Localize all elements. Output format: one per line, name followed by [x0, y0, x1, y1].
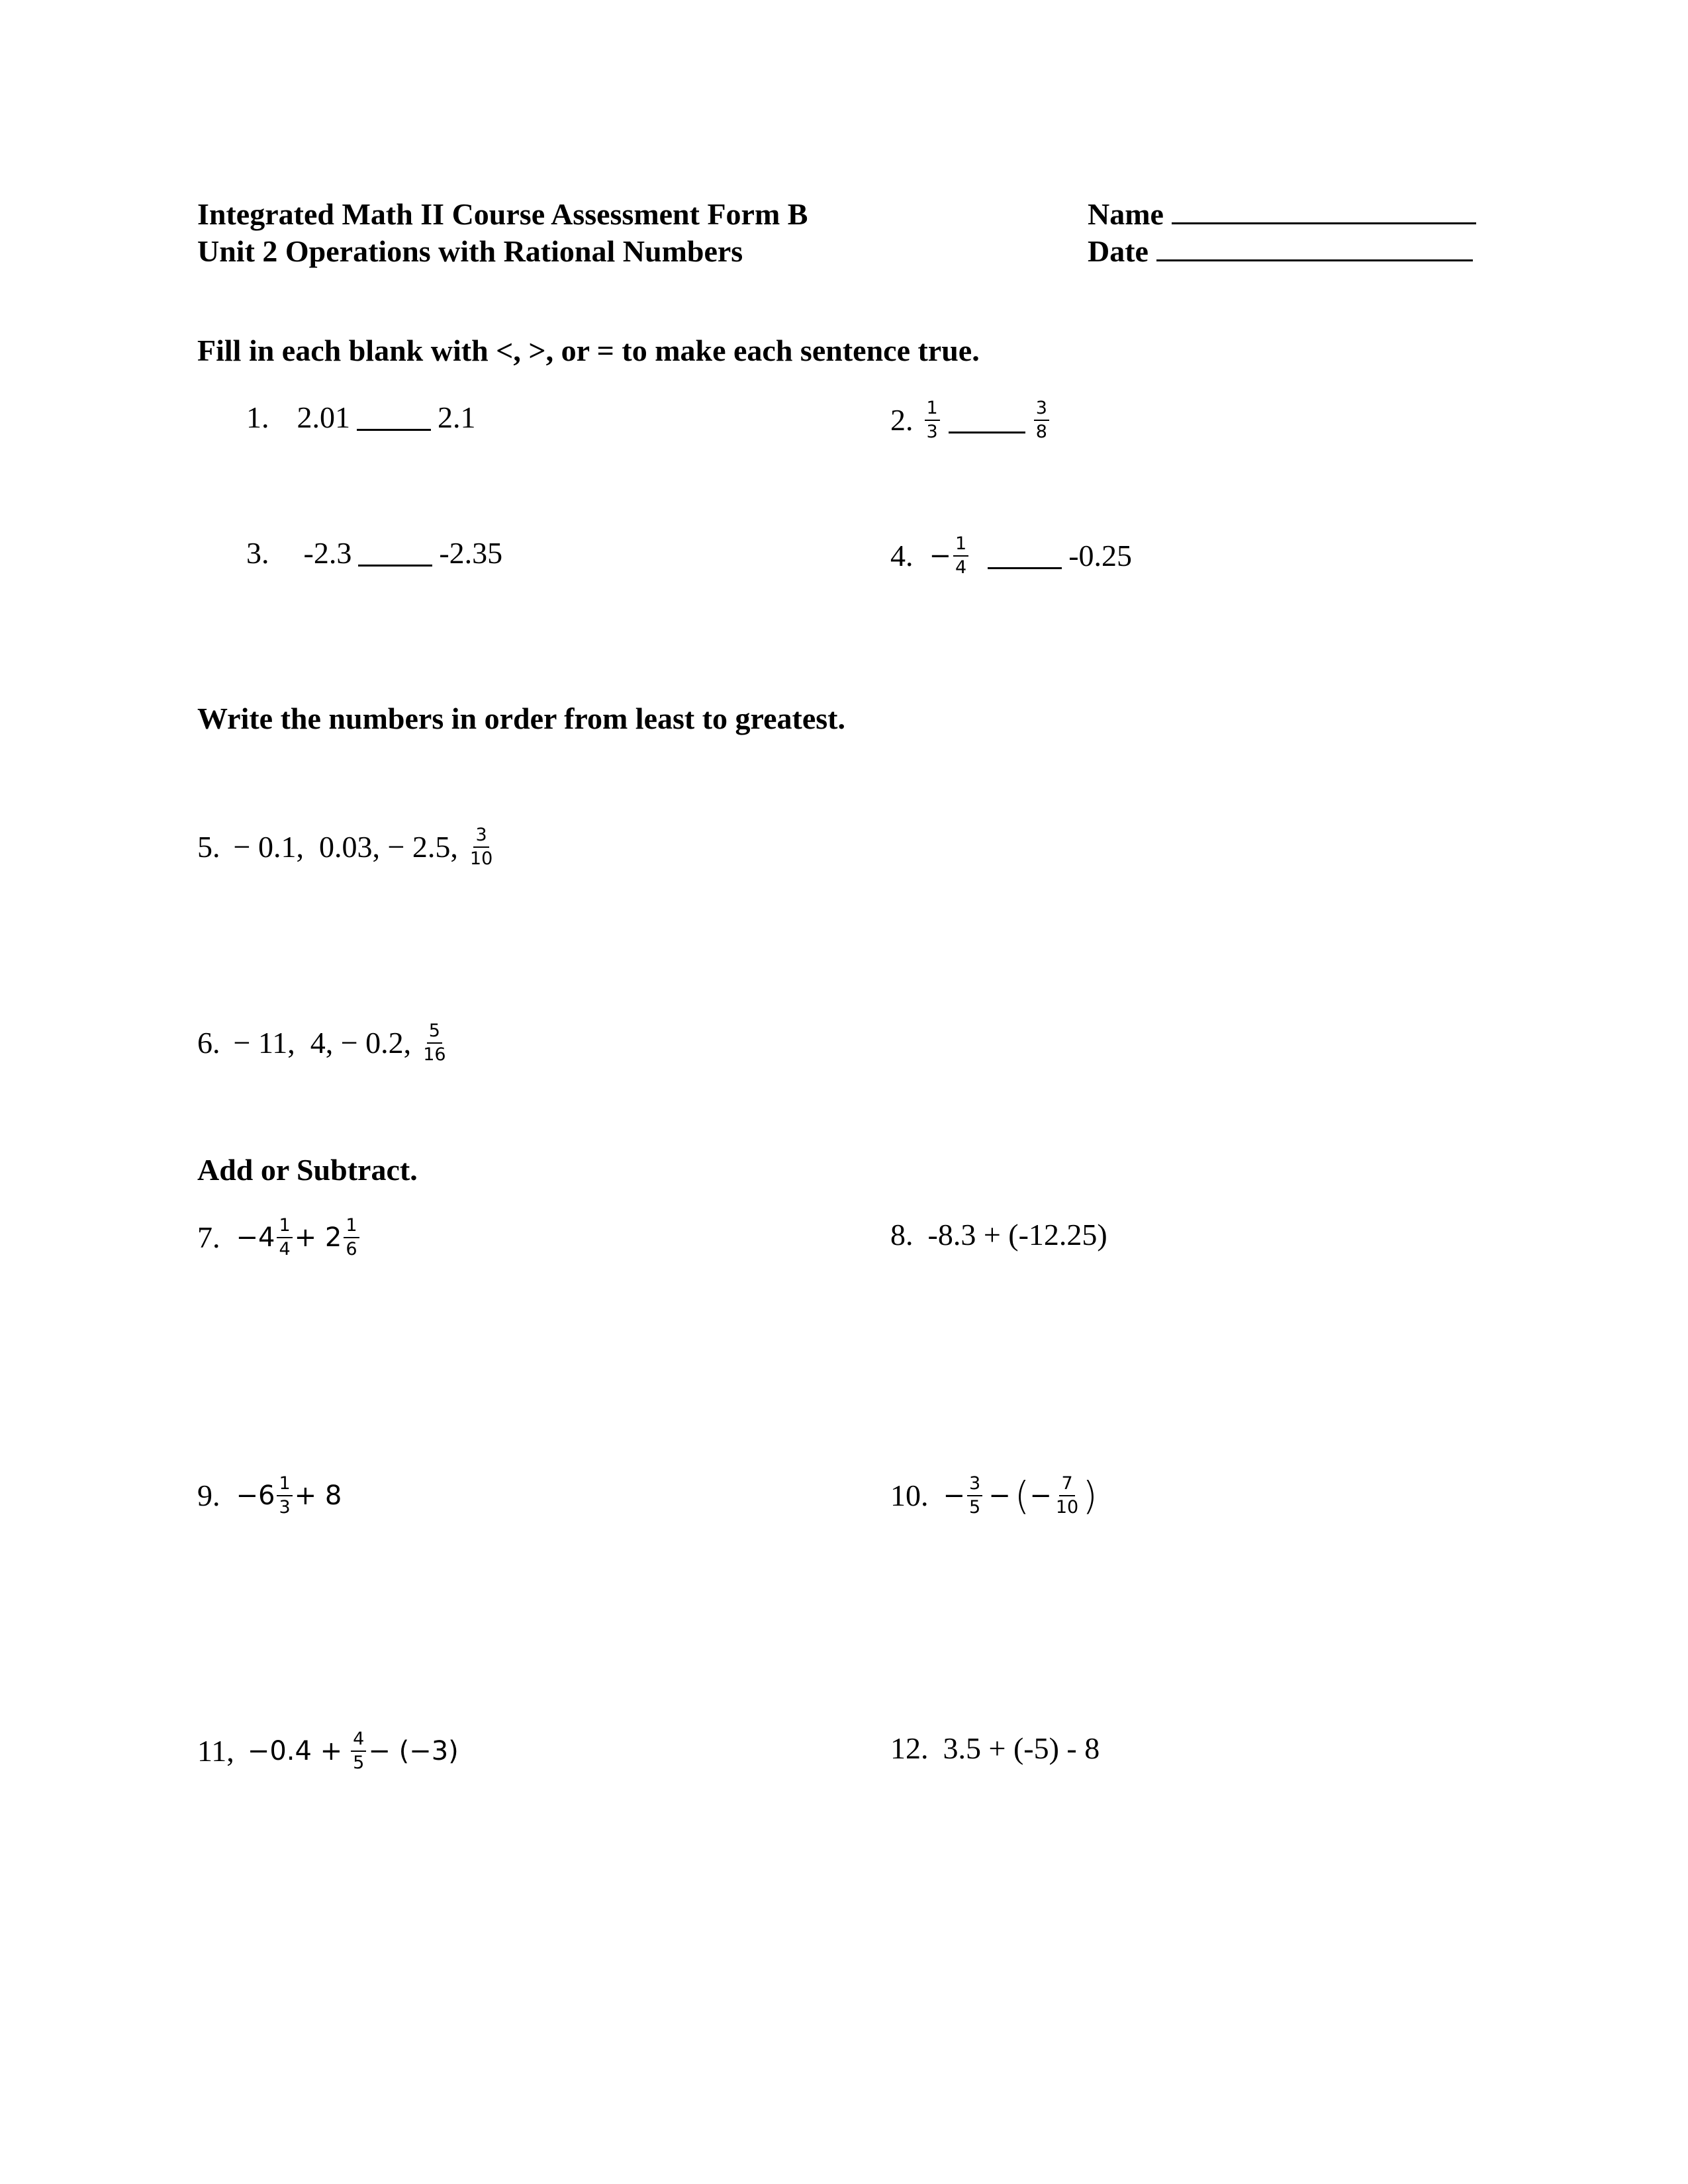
- answer-blank[interactable]: [357, 405, 431, 431]
- fraction-one-fourth: $\frac{1}{4}$: [953, 535, 968, 577]
- date-field[interactable]: [1088, 233, 1473, 270]
- problem-5-list: − 0.1, 0.03, − 2.5,: [233, 830, 458, 864]
- problem-1-right: 2.1: [438, 400, 476, 434]
- section-addsub-heading: Add or Subtract.: [197, 1153, 418, 1187]
- fraction-seven-tenths: $\frac{7}{10}$: [1055, 1473, 1079, 1518]
- whole-part: −4: [236, 1222, 275, 1253]
- problem-number: 4.: [890, 539, 914, 572]
- problem-5: [197, 826, 496, 868]
- date-blank[interactable]: [1156, 233, 1473, 261]
- problem-3-left: -2.3: [303, 536, 352, 570]
- problem-1: [246, 399, 476, 436]
- answer-blank[interactable]: [358, 541, 432, 567]
- negative-sign: −: [1029, 1480, 1052, 1511]
- problem-9: [197, 1475, 342, 1517]
- name-label: Name: [1088, 197, 1164, 231]
- fraction-five-sixteenths: $\frac{5}{16}$: [423, 1021, 446, 1065]
- problem-number: 5.: [197, 830, 220, 864]
- unit-title: Unit 2 Operations with Rational Numbers: [197, 234, 743, 268]
- fraction-one-sixth: $\frac{1}{6}$: [344, 1216, 359, 1259]
- answer-blank[interactable]: [949, 408, 1025, 433]
- course-title: Integrated Math II Course Assessment Form B: [197, 197, 808, 231]
- fraction-three-eighths: $\frac{3}{8}$: [1034, 399, 1049, 441]
- answer-blank[interactable]: [988, 543, 1062, 569]
- fraction-four-fifths: $\frac{4}{5}$: [351, 1730, 366, 1772]
- problem-number: 1.: [246, 400, 269, 434]
- operator: −: [988, 1480, 1011, 1511]
- problem-number: 7.: [197, 1220, 220, 1254]
- problem-number: 8.: [890, 1218, 914, 1251]
- fraction-one-fourth: $\frac{1}{4}$: [277, 1216, 292, 1259]
- problem-3-right: -2.35: [439, 536, 503, 570]
- right-parenthesis: ): [1082, 1473, 1098, 1518]
- problem-number: 9.: [197, 1479, 220, 1512]
- problem-12: [890, 1730, 1100, 1767]
- problem-6-list: − 11, 4, − 0.2,: [233, 1026, 412, 1060]
- negative-sign: −: [943, 1480, 966, 1511]
- problem-12-expression: 3.5 + (-5) - 8: [943, 1731, 1100, 1765]
- problem-7: [197, 1216, 361, 1259]
- problem-11: [197, 1730, 459, 1772]
- problem-3: [246, 535, 502, 572]
- name-field[interactable]: [1088, 196, 1476, 233]
- problem-number: 10.: [890, 1479, 929, 1512]
- name-blank[interactable]: [1172, 196, 1476, 224]
- problem-10: [890, 1475, 1098, 1517]
- fraction-three-tenths: $\frac{3}{10}$: [469, 825, 493, 869]
- operator: + 8: [294, 1480, 342, 1511]
- fraction-one-third: $\frac{1}{3}$: [925, 399, 940, 441]
- problem-number: 6.: [197, 1026, 220, 1060]
- problem-11-lead: −0.4 +: [247, 1736, 343, 1766]
- section-order-heading: Write the numbers in order from least to greatest.: [197, 702, 846, 735]
- date-label: Date: [1088, 234, 1149, 268]
- problem-number: 12.: [890, 1731, 929, 1765]
- problem-number: 3.: [246, 536, 269, 570]
- problem-8: [890, 1216, 1107, 1253]
- problem-number: 2.: [890, 403, 914, 437]
- left-parenthesis: (: [1014, 1473, 1030, 1518]
- problem-1-left: 2.01: [297, 400, 350, 434]
- problem-4-right: -0.25: [1068, 539, 1133, 572]
- problem-4: [890, 535, 1132, 577]
- problem-2: [890, 399, 1051, 441]
- operator: + 2: [294, 1222, 342, 1253]
- problem-number: 11,: [197, 1734, 234, 1768]
- fraction-three-fifths: $\frac{3}{5}$: [967, 1475, 982, 1517]
- problem-6: [197, 1022, 450, 1064]
- section-compare-heading: Fill in each blank with <, >, or = to make each sentence true.: [197, 334, 980, 367]
- problem-11-rest: − (−3): [368, 1736, 459, 1766]
- problem-8-expression: -8.3 + (-12.25): [927, 1218, 1107, 1251]
- negative-sign: −: [929, 541, 952, 571]
- fraction-one-third: $\frac{1}{3}$: [277, 1475, 292, 1517]
- whole-part: −6: [236, 1480, 275, 1511]
